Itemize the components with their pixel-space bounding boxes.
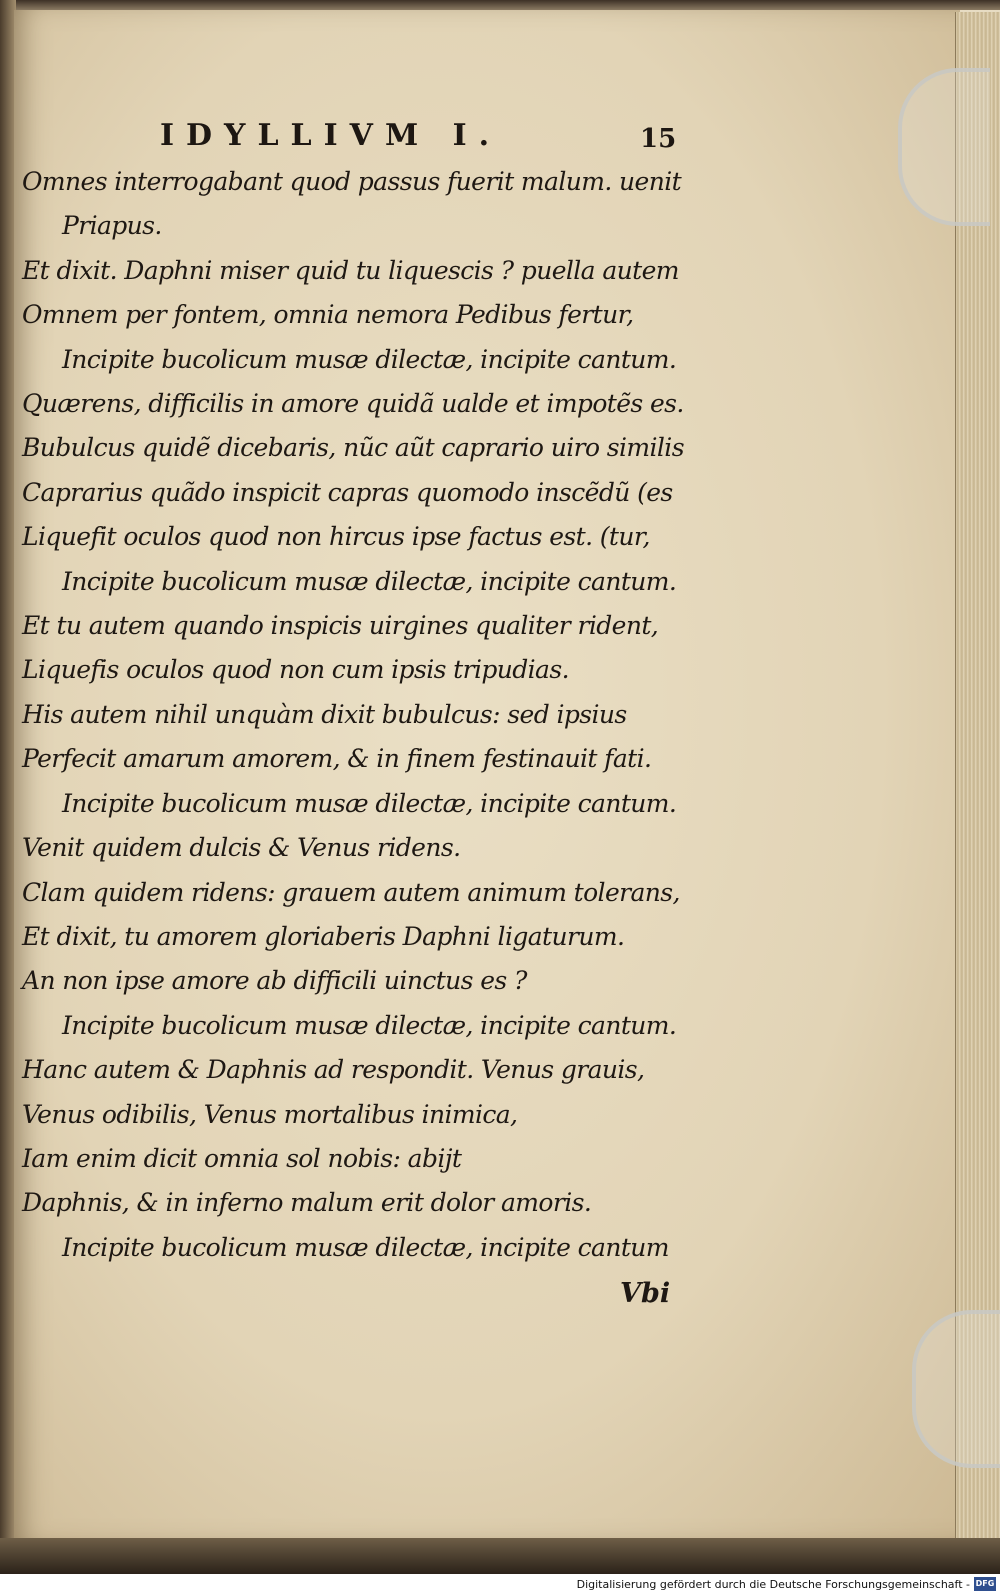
text-line: Liquefit oculos quod non hircus ipse factus est. (tur, — [22, 522, 650, 552]
scan-border-bottom — [0, 1538, 1000, 1574]
text-line: Incipite bucolicum musæ dilectæ, incipite cantum. — [62, 1010, 677, 1040]
text-line: Omnes interrogabant quod passus fuerit malum. uenit — [22, 167, 682, 196]
text-line: An non ipse amore ab difficili uinctus es ? — [22, 966, 527, 996]
text-block — [22, 160, 702, 1270]
text-line: Et dixit, tu amorem gloriaberis Daphni ligaturum. — [22, 921, 625, 951]
text-line: Venit quidem dulcis & Venus ridens. — [22, 833, 461, 863]
scan-border-top — [0, 0, 1000, 10]
text-line: Perfecit amarum amorem, & in finem festinauit fati. — [22, 744, 652, 774]
text-line: Incipite bucolicum musæ dilectæ, incipite cantum. — [62, 344, 677, 374]
text-line: Hanc autem & Daphnis ad respondit. Venus grauis, — [22, 1055, 645, 1085]
text-line: Omnem per fontem, omnia nemora Pedibus fertur, — [22, 300, 634, 330]
text-line: Incipite bucolicum musæ dilectæ, incipite cantum. — [62, 566, 677, 596]
text-line: Bubulcus quidẽ dicebaris, nũc aũt caprario uiro similis — [22, 433, 684, 463]
page-clip-top — [898, 68, 990, 226]
text-line: Liquefis oculos quod non cum ipsis tripudias. — [22, 655, 569, 685]
text-line: Iam enim dicit omnia sol nobis: abijt — [22, 1143, 462, 1173]
text-line: Venus odibilis, Venus mortalibus inimica, — [22, 1099, 518, 1129]
text-line: His autem nihil unquàm dixit bubulcus: sed ipsius — [22, 699, 627, 729]
text-line: Clam quidem ridens: grauem autem animum tolerans, — [22, 877, 680, 907]
text-line: Incipite bucolicum musæ dilectæ, incipite cantum. — [62, 788, 677, 818]
text-line: Et dixit. Daphni miser quid tu liquescis ? puella autem — [22, 255, 679, 285]
footer-credit: Digitalisierung gefördert durch die Deutsche Forschungsgemeinschaft - — [576, 1578, 970, 1591]
page-clip-bottom — [912, 1310, 1000, 1468]
dfg-logo: DFG — [974, 1577, 996, 1591]
running-head: IDYLLIVM I. — [160, 118, 502, 153]
page-number: 15 — [640, 124, 677, 154]
text-line: Caprarius quãdo inspicit capras quomodo inscẽdũ (es — [22, 477, 673, 507]
text-line: Priapus. — [62, 211, 162, 241]
text-line: Incipite bucolicum musæ dilectæ, incipite cantum — [62, 1232, 669, 1262]
text-line: Quærens, difficilis in amore quidã ualde et impotẽs es. — [22, 389, 684, 419]
footer-bar — [0, 1574, 1000, 1596]
catchword: Vbi — [620, 1278, 671, 1309]
text-line: Daphnis, & in inferno malum erit dolor amoris. — [22, 1188, 592, 1218]
text-line: Et tu autem quando inspicis uirgines qualiter rident, — [22, 611, 659, 641]
